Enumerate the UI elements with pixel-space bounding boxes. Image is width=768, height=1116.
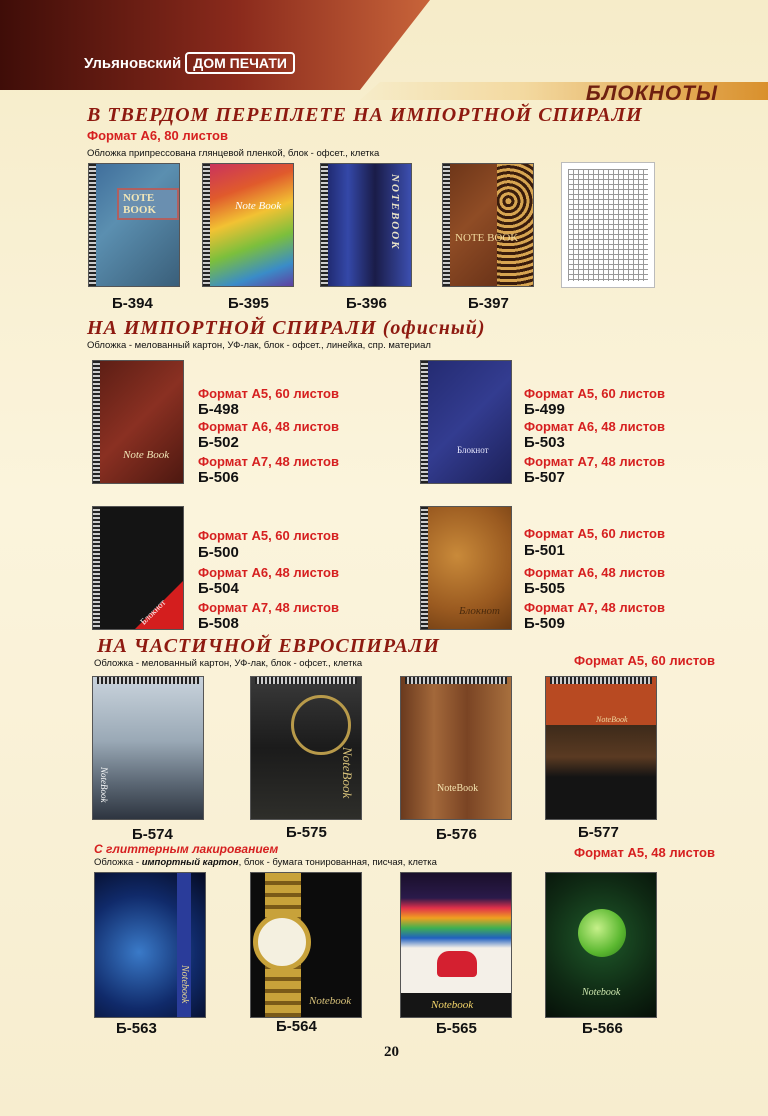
format-label: Формат А7, 48 листов [524,454,665,469]
product-code: Б-566 [582,1020,623,1037]
product-code: Б-503 [524,434,565,451]
product-code: Б-576 [436,826,477,843]
format-label: Формат А6, 48 листов [198,565,339,580]
format-label: Формат А7, 48 листов [198,600,339,615]
section-subtitle: С глиттерным лакированием [94,842,279,856]
format-label: Формат А5, 60 листов [524,386,665,401]
product-cover: Note Book [202,163,294,287]
product-code: Б-506 [198,469,239,486]
format-label: Формат А7, 48 листов [524,600,665,615]
grid-page-sample [562,163,654,287]
product-code: Б-508 [198,615,239,632]
format-label: Формат А6, 48 листов [198,419,339,434]
section-title-hardcover: В ТВЕРДОМ ПЕРЕПЛЕТЕ НА ИМПОРТНОЙ СПИРАЛИ [87,104,643,126]
format-label: Формат А5, 60 листов [198,386,339,401]
section-title-office: НА ИМПОРТНОЙ СПИРАЛИ (офисный) [87,317,486,339]
product-cover: NoteBook [545,676,657,820]
page-number: 20 [384,1044,399,1060]
product-code: Б-509 [524,615,565,632]
product-code: Б-507 [524,469,565,486]
product-code: Б-502 [198,434,239,451]
publisher-logo [84,52,295,74]
product-cover: Блокнот [420,506,512,630]
section-title-eurospiral: НА ЧАСТИЧНОЙ ЕВРОСПИРАЛИ [97,635,440,657]
product-cover: NOTE BOOK [88,163,180,287]
section-note: Обложка - импортный картон, блок - бумага тонированная, писчая, клетка [94,857,437,868]
format-label: Формат А5, 60 листов [524,526,665,541]
product-cover: NOTE BOOK [442,163,534,287]
product-cover: Notebook [545,872,657,1018]
product-code: Б-563 [116,1020,157,1037]
product-code: Б-396 [346,295,387,312]
product-code: Б-394 [112,295,153,312]
section-format: Формат А6, 80 листов [87,128,228,143]
product-code: Б-504 [198,580,239,597]
product-cover: NoteBook [250,676,362,820]
product-code: Б-501 [524,542,565,559]
format-label: Формат А5, 60 листов [198,528,339,543]
product-cover: Блокнот [420,360,512,484]
product-code: Б-499 [524,401,565,418]
format-label: Формат А6, 48 листов [524,419,665,434]
product-cover: NoteBook [400,676,512,820]
section-note: Обложка припрессована глянцевой пленкой, блок - офсет., клетка [87,148,380,159]
section-note: Обложка - мелованный картон, УФ-лак, блок - офсет., линейка, спр. материал [87,340,431,351]
product-code: Б-397 [468,295,509,312]
product-cover: Note Book [92,360,184,484]
section-format: Формат А5, 60 листов [574,653,715,668]
product-cover: NoteBook [92,676,204,820]
product-code: Б-574 [132,826,173,843]
section-format: Формат А5, 48 листов [574,845,715,860]
product-code: Б-577 [578,824,619,841]
product-cover: Notebook [400,872,512,1018]
brand-right: ДОМ ПЕЧАТИ [185,52,295,74]
format-label: Формат А7, 48 листов [198,454,339,469]
product-cover: Notebook [250,872,362,1018]
category-title: БЛОКНОТЫ [585,82,718,105]
brand-left: Ульяновский [84,54,182,72]
product-code: Б-564 [276,1018,317,1035]
section-note: Обложка - мелованный картон, УФ-лак, блок - офсет., клетка [94,658,363,669]
product-code: Б-498 [198,401,239,418]
product-code: Б-395 [228,295,269,312]
product-cover: Блокнот [92,506,184,630]
product-cover: NOTEBOOK [320,163,412,287]
product-code: Б-500 [198,544,239,561]
product-code: Б-505 [524,580,565,597]
format-label: Формат А6, 48 листов [524,565,665,580]
product-code: Б-565 [436,1020,477,1037]
product-code: Б-575 [286,824,327,841]
product-cover: Notebook [94,872,206,1018]
